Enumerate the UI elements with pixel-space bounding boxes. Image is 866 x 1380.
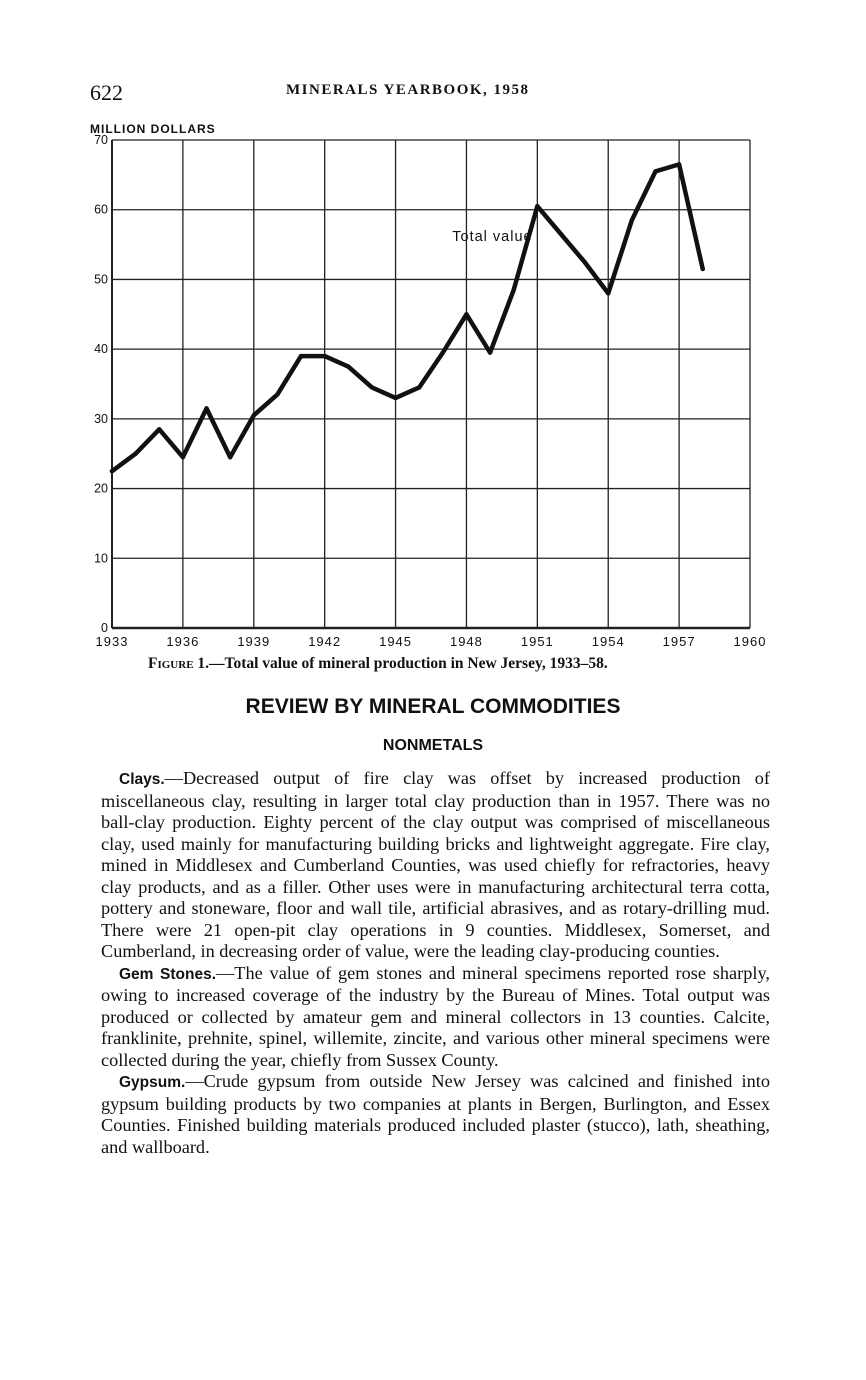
y-tick-label: 10: [94, 551, 108, 566]
y-tick-label: 50: [94, 272, 108, 287]
data-point: [157, 427, 161, 431]
data-point: [535, 204, 539, 208]
data-point: [204, 406, 208, 410]
x-tick-label: 1945: [379, 634, 413, 648]
data-point: [299, 354, 303, 358]
data-point: [630, 218, 634, 222]
run-in-heading: Gypsum.: [119, 1074, 186, 1091]
total-value-line: [112, 164, 703, 471]
data-point: [441, 350, 445, 354]
data-point: [370, 385, 374, 389]
run-in-heading: Clays.: [119, 771, 165, 788]
x-tick-label: 1957: [662, 634, 696, 648]
y-tick-label: 40: [94, 342, 108, 357]
x-tick-label: 1942: [308, 634, 342, 648]
section-title: REVIEW BY MINERAL COMMODITIES: [245, 695, 621, 718]
data-point: [110, 469, 114, 473]
data-point: [606, 291, 610, 295]
x-tick-label: 1936: [166, 634, 200, 648]
running-head: MINERALS YEARBOOK, 1958: [286, 82, 530, 98]
x-tick-label: 1933: [95, 634, 129, 648]
data-point: [252, 413, 256, 417]
data-point: [677, 162, 681, 166]
paragraph-text: —The value of gem stones and mineral specimens reported rose sharply, owing to increased coverage of the industry by the Bureau of Mines. Total output was produced or collected by amateur gem and mineral collectors in 13 counties. Calcite, franklinite, prehnite, spinel, willemite, zincite, and various other mineral specimens were collected during the year, chiefly from Sussex County.: [101, 962, 771, 1070]
x-tick-label: 1960: [733, 634, 767, 648]
data-point: [417, 385, 421, 389]
run-in-heading: Gem Stones.: [119, 965, 217, 983]
data-point: [488, 350, 492, 354]
figure-caption-text: —Total value of mineral production in New Jersey, 1933–58.: [209, 655, 608, 672]
data-point: [512, 288, 516, 292]
y-axis-label: MILLION DOLLARS: [90, 122, 216, 136]
x-tick-label: 1939: [237, 634, 271, 648]
data-point: [653, 169, 657, 173]
y-tick-label: 0: [101, 621, 108, 635]
data-point: [464, 312, 468, 316]
figure-label: Figure 1.: [148, 655, 210, 672]
data-point: [133, 452, 137, 456]
paragraph-clays: [101, 768, 770, 963]
x-tick-label: 1951: [520, 634, 554, 648]
y-tick-label: 20: [94, 481, 108, 496]
data-point: [181, 455, 185, 459]
data-point: [275, 392, 279, 396]
paragraph-text: —Decreased output of fire clay was offset by increased production of miscellaneous clay, resulting in larger total clay production than in 1957. There was no ball-clay production. Eighty percent of the clay output was comprised of miscellaneous clay, used mainly for manufacturing building bricks and lightweight aggregate. Fire clay, mined in Middlesex and Cumberland Counties, was used chiefly for refractories, heavy clay products, and as a filler. Other uses were in manufacturing architectural terra cotta, pottery and stoneware, floor and wall tile, artificial abrasives, and as rotary-drilling mud. There were 21 open-pit clay operations in 9 counties. Middlesex, Somerset, and Cumberland, in decreasing order of value, were the leading clay-producing counties.: [101, 768, 770, 961]
y-tick-labels: [94, 133, 108, 635]
data-point: [346, 364, 350, 368]
data-point: [393, 396, 397, 400]
figure-caption: [148, 655, 608, 673]
y-tick-label: 60: [94, 202, 108, 217]
x-tick-label: 1954: [591, 634, 625, 648]
y-tick-label: 30: [94, 411, 108, 426]
page-number: 622: [90, 80, 123, 105]
section-subtitle: NONMETALS: [382, 737, 484, 754]
data-point: [701, 267, 705, 271]
paragraph-text: —Crude gypsum from outside New Jersey was calcined and finished into gypsum building products by two companies at plants in Bergen, Burlington, and Essex Counties. Finished building materials produced included plaster (stucco), lath, sheathing, and wallboard.: [101, 1071, 770, 1157]
data-point: [322, 354, 326, 358]
paragraph-gem-stones: [101, 963, 770, 1072]
total-value-annotation: Total value: [452, 229, 533, 246]
body-text: [101, 768, 770, 1158]
total-value-line-chart: [70, 118, 790, 648]
data-point: [228, 455, 232, 459]
chart-grid: [112, 140, 750, 628]
x-tick-labels: [96, 634, 767, 648]
y-tick-label: 70: [94, 133, 108, 147]
data-point: [559, 232, 563, 236]
paragraph-gypsum: [101, 1071, 770, 1158]
x-tick-label: 1948: [449, 634, 483, 648]
data-point: [582, 260, 586, 264]
